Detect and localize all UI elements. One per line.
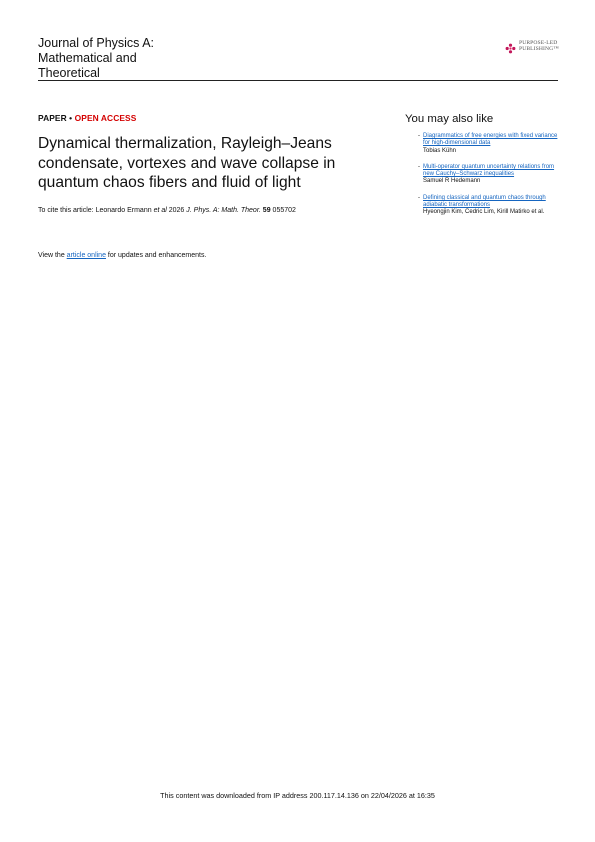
citation-article-number: 055702 <box>272 207 296 214</box>
article-title: Dynamical thermalization, Rayleigh–Jeans condensate, vortexes and wave collapse in quantum chaos fibers and fluid of light <box>38 135 336 191</box>
list-dash: - <box>418 133 420 139</box>
related-article-item <box>418 195 563 217</box>
kicker-separator: • <box>69 113 73 123</box>
citation-year: 2026 <box>166 207 187 214</box>
download-footer: This content was downloaded from IP address 200.117.14.136 on 22/04/2026 at 16:35 <box>160 791 435 800</box>
open-access-badge: OPEN ACCESS <box>74 113 137 123</box>
view-suffix: for updates and enhancements. <box>105 252 207 259</box>
related-article-item <box>418 133 563 155</box>
related-article-link[interactable]: Multi-operator quantum uncertainty relations from new Cauchy–Schwarz inequalities <box>423 163 555 178</box>
related-article-link[interactable]: Diagrammatics of free energies with fixed variance for high-dimensional data <box>423 133 558 147</box>
header-divider <box>38 80 558 81</box>
article-online-link[interactable]: article online <box>66 252 106 259</box>
article-kicker <box>38 113 136 123</box>
publisher-logo <box>505 40 559 58</box>
related-articles-list <box>418 133 563 226</box>
article-type-label: PAPER <box>38 113 67 123</box>
view-online-line <box>38 252 206 259</box>
view-prefix: View the <box>38 252 67 259</box>
citation-et-al: et al <box>153 207 167 214</box>
related-article-item <box>418 164 563 186</box>
related-article-link[interactable]: Defining classical and quantum chaos through adiabatic transformations <box>423 194 546 209</box>
you-may-also-like-heading: You may also like <box>405 113 494 125</box>
list-dash: - <box>418 163 420 170</box>
related-article-authors: Tobias Kühn <box>423 147 457 154</box>
related-article-authors: Samuel R Hedemann <box>423 178 481 185</box>
citation-prefix: To cite this article: Leonardo Ermann <box>38 207 154 214</box>
citation-volume: 59 <box>262 207 271 214</box>
publisher-logo-text: PURPOSE-LED PUBLISHING™ <box>519 40 559 52</box>
related-article-authors: Hyeongjin Kim, Cedric Lim, Kirill Matirko et al. <box>423 209 545 216</box>
list-dash: - <box>418 194 420 201</box>
citation-journal: J. Phys. A: Math. Theor. <box>186 207 261 214</box>
journal-title: Journal of Physics A: Mathematical and Theoretical <box>38 36 155 80</box>
citation-line <box>38 206 378 215</box>
publisher-logo-icon <box>505 41 516 52</box>
